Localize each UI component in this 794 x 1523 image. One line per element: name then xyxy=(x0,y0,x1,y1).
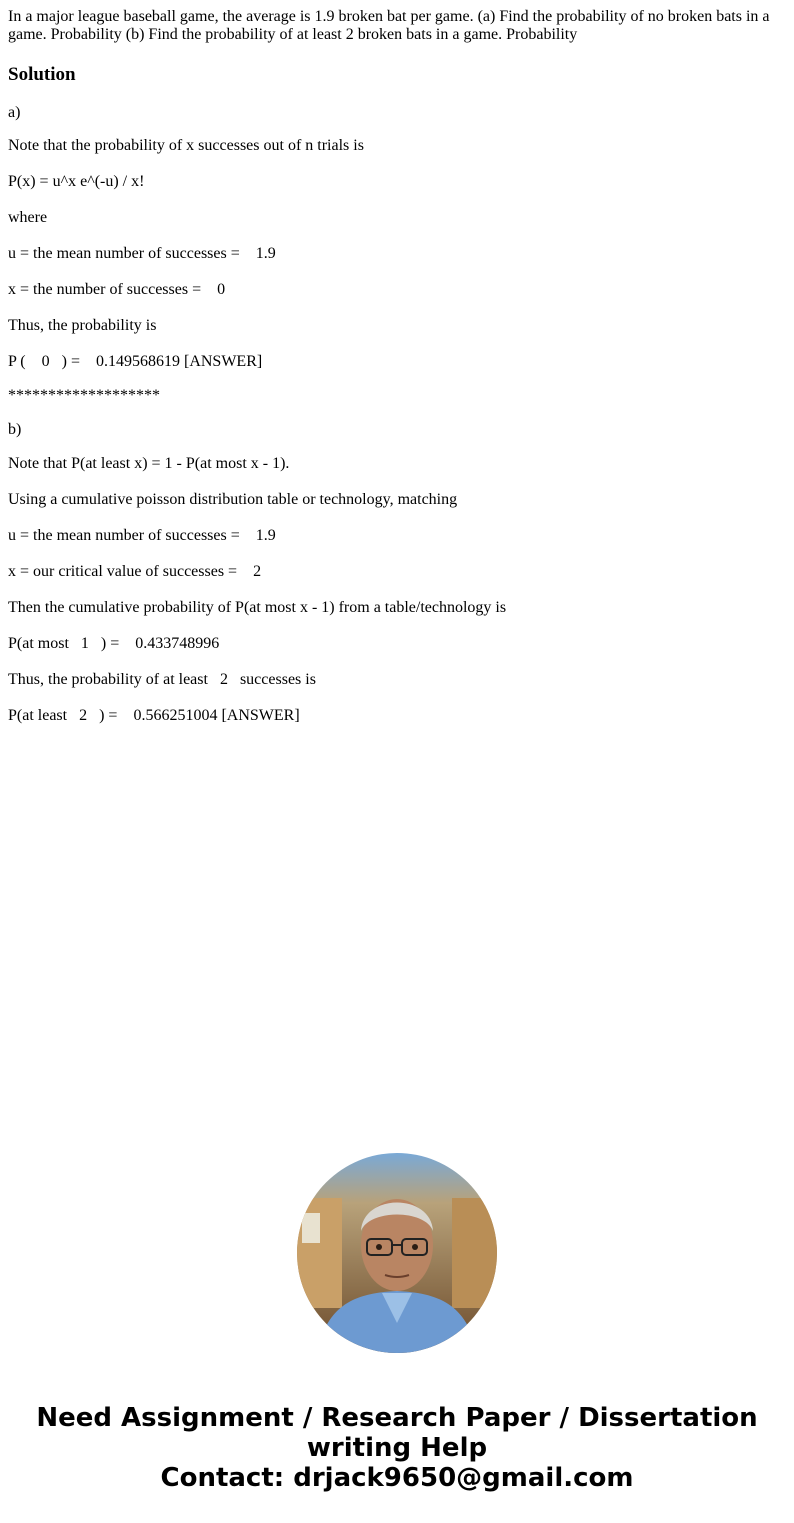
solution-line: P(at most 1 ) = 0.433748996 xyxy=(8,635,220,652)
solution-line: Using a cumulative poisson distribution table or technology, matching xyxy=(8,491,458,508)
solution-line: u = the mean number of successes = 1.9 xyxy=(8,245,276,262)
author-avatar xyxy=(297,1153,497,1353)
solution-line: x = our critical value of successes = 2 xyxy=(8,563,262,580)
part-a-label: a) xyxy=(8,104,21,121)
footer-line-1: Need Assignment / Research Paper / Dissertation xyxy=(36,1403,758,1433)
solution-line: where xyxy=(8,209,48,226)
solution-line: Note that P(at least x) = 1 - P(at most x - 1). xyxy=(8,455,290,472)
separator-line: ******************* xyxy=(8,387,160,404)
document-body xyxy=(8,8,786,724)
footer-line-2: writing Help xyxy=(306,1433,488,1463)
answer-b-line: P(at least 2 ) = 0.566251004 [ANSWER] xyxy=(8,707,300,724)
solution-line: Note that the probability of x successes out of n trials is xyxy=(8,137,364,154)
solution-line: Thus, the probability is xyxy=(8,317,157,334)
footer-contact-line: Contact: drjack9650@gmail.com xyxy=(160,1463,634,1493)
solution-heading: Solution xyxy=(8,64,76,85)
solution-line: x = the number of successes = 0 xyxy=(8,281,226,298)
answer-a-line: P ( 0 ) = 0.149568619 [ANSWER] xyxy=(8,353,263,370)
solution-line: Then the cumulative probability of P(at most x - 1) from a table/technology is xyxy=(8,599,507,616)
formula-line: P(x) = u^x e^(-u) / x! xyxy=(8,173,145,190)
solution-line: u = the mean number of successes = 1.9 xyxy=(8,527,276,544)
promo-footer xyxy=(0,1403,794,1493)
solution-line: Thus, the probability of at least 2 successes is xyxy=(8,671,316,688)
question-text: In a major league baseball game, the average is 1.9 broken bat per game. (a) Find the probability of no broken bats in a game. Probability (b) Find the probability of at least 2 broken bats in a game. Probability xyxy=(8,8,774,43)
part-b-label: b) xyxy=(8,421,22,438)
author-portrait-image xyxy=(297,1153,497,1353)
